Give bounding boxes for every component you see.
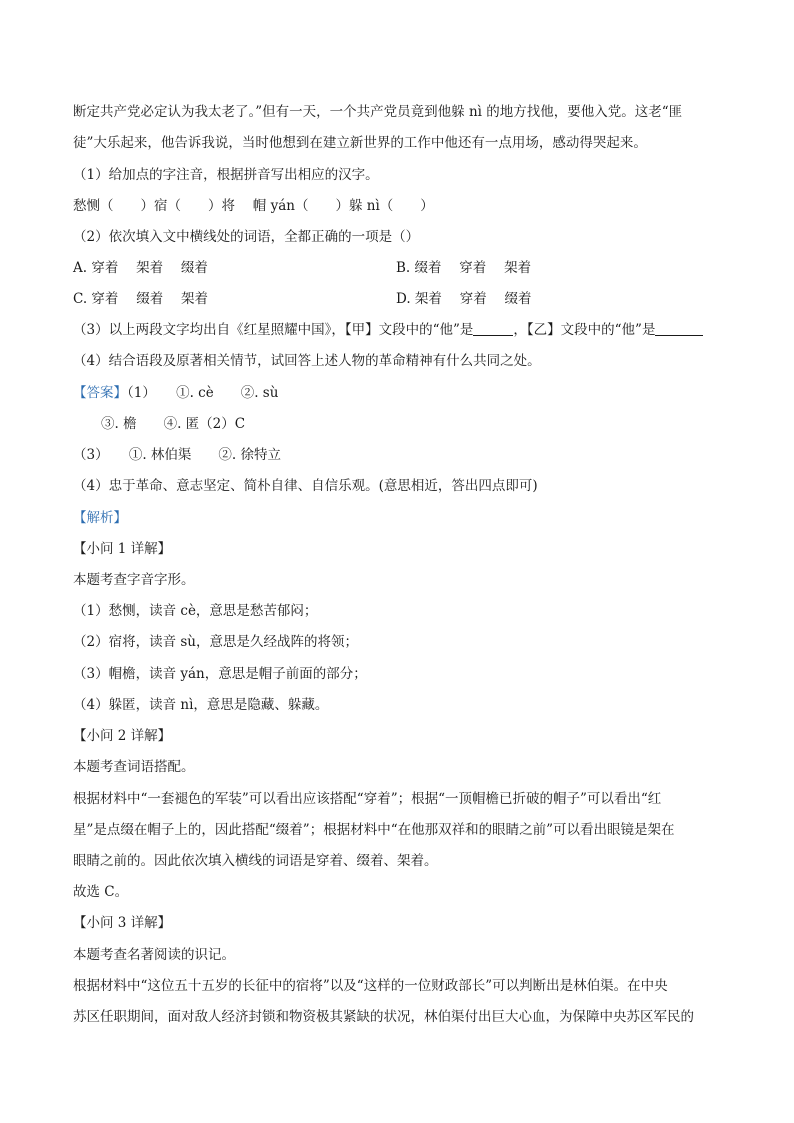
answer-text-1: （1） ①. cè ②. sù xyxy=(127,385,279,401)
subquestion-1-item-1: （1）愁恻，读音 cè，意思是愁苦郁闷； xyxy=(73,603,318,619)
subquestion-2-intro: 本题考查词语搭配。 xyxy=(73,759,195,775)
subquestion-2-para-1: 根据材料中“一套褪色的军装”可以看出应该搭配“穿着”；根据“一顶帽檐已折破的帽子”可以看出“红 xyxy=(73,791,662,807)
answer-blank-yi[interactable] xyxy=(655,321,703,336)
answer-line-2: ③. 檐 ④. 匿（2）C xyxy=(101,416,246,432)
option-a: A. 穿着 架着 缀着 xyxy=(73,260,208,276)
answer-blank-jia[interactable] xyxy=(473,321,513,336)
option-c: C. 穿着 缀着 架着 xyxy=(73,291,209,307)
subquestion-3-para-1: 根据材料中“这位五十五岁的长征中的宿将”以及“这样的一位财政部长”可以判断出是林伯渠。在中央 xyxy=(73,978,668,994)
subquestion-1-intro: 本题考查字音字形。 xyxy=(73,572,195,588)
passage-line-2: 徒”大乐起来，他告诉我说，当时他想到在建立新世界的工作中他还有一点用场，感动得哭起来。 xyxy=(73,135,647,151)
question-1-stem: （1）给加点的字注音，根据拼音写出相应的汉字。 xyxy=(73,167,379,183)
question-1-items: 愁恻（ ）宿（ ）将 帽 yán（ ）躲 nì（ ） xyxy=(73,198,434,214)
subquestion-1-item-4: （4）躲匿，读音 nì，意思是隐藏、躲藏。 xyxy=(73,697,329,713)
option-b: B. 缀着 穿着 架着 xyxy=(396,260,532,276)
subquestion-2-heading: 【小问 2 详解】 xyxy=(73,728,172,744)
subquestion-1-item-2: （2）宿将，读音 sù，意思是久经战阵的将领； xyxy=(73,634,359,650)
answer-label: 【答案】 xyxy=(73,385,127,401)
question-3-text-b: ，【乙】文段中的“他”是 xyxy=(513,322,656,338)
subquestion-2-para-2: 星”是点缀在帽子上的，因此搭配“缀着”；根据材料中“在他那双祥和的眼睛之前”可以看出眼镜是架在 xyxy=(73,822,675,838)
question-3-text-a: （3）以上两段文字均出自《红星照耀中国》，【甲】文段中的“他”是 xyxy=(73,322,474,338)
subquestion-1-item-3: （3）帽檐，读音 yán，意思是帽子前面的部分； xyxy=(73,666,367,682)
question-4-stem: （4）结合语段及原著相关情节，试回答上述人物的革命精神有什么共同之处。 xyxy=(73,353,541,369)
answer-line-4: （4）忠于革命、意志坚定、简朴自律、自信乐观。(意思相近，答出四点即可) xyxy=(73,478,538,494)
subquestion-1-heading: 【小问 1 详解】 xyxy=(73,541,172,557)
answer-line-3: （3） ①. 林伯渠 ②. 徐特立 xyxy=(73,447,282,463)
option-d: D. 架着 穿着 缀着 xyxy=(396,291,532,307)
subquestion-2-para-3: 眼睛之前的。因此依次填入横线的词语是穿着、缀着、架着。 xyxy=(73,853,438,869)
question-3 xyxy=(73,321,723,339)
subquestion-3-para-2: 苏区任职期间，面对敌人经济封锁和物资极其紧缺的状况，林伯渠付出巨大心血，为保障中央苏区军民的 xyxy=(73,1009,694,1025)
analysis-label: 【解析】 xyxy=(73,510,127,526)
subquestion-2-conclusion: 故选 C。 xyxy=(73,884,129,900)
question-2-stem: （2）依次填入文中横线处的词语，全都正确的一项是（） xyxy=(73,229,420,245)
subquestion-3-intro: 本题考查名著阅读的识记。 xyxy=(73,947,235,963)
passage-line-1: 断定共产党必定认为我太老了。”但有一天，一个共产党员竟到他躲 nì 的地方找他，要他入党。这老“匪 xyxy=(73,104,683,120)
answer-line-1 xyxy=(73,384,723,402)
subquestion-3-heading: 【小问 3 详解】 xyxy=(73,915,172,931)
